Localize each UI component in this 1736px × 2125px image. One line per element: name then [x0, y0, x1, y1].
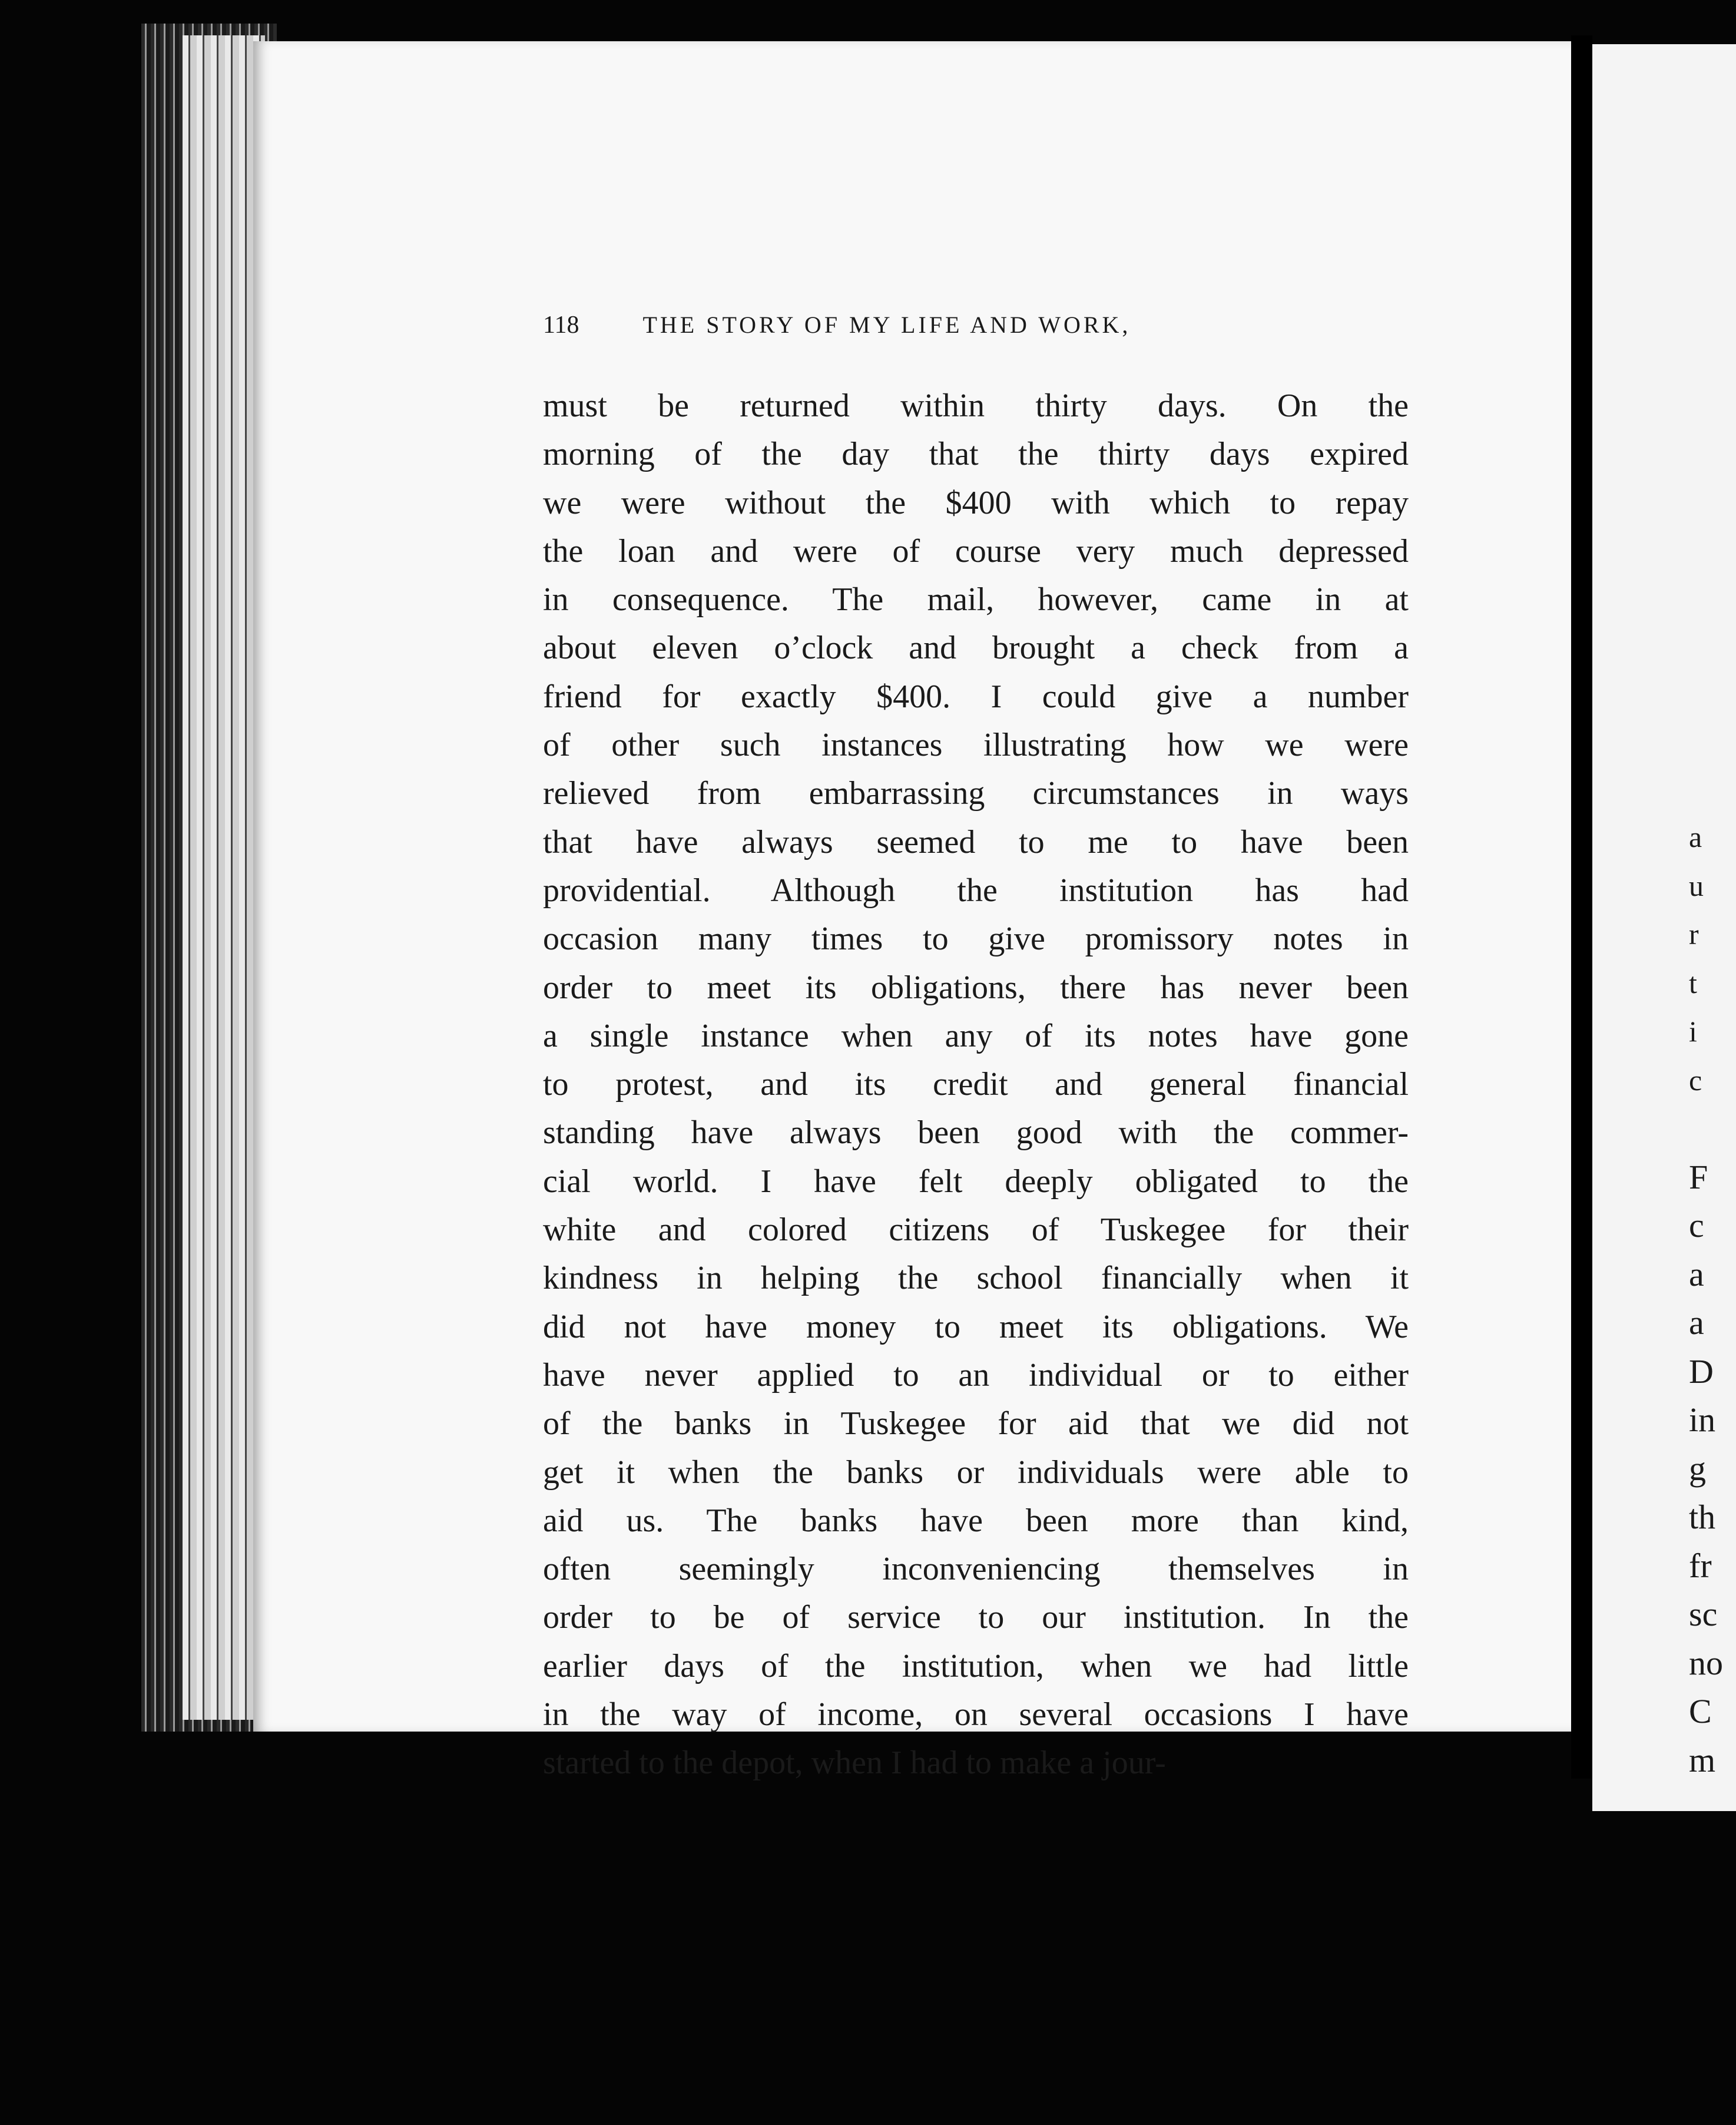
- text-line: in the way of income, on several occasions I have: [543, 1696, 1409, 1733]
- running-header: [543, 311, 1409, 339]
- right-page-fragment: th: [1689, 1498, 1716, 1536]
- right-page-fragment: F: [1689, 1157, 1708, 1196]
- right-page-fragment: a: [1689, 1303, 1704, 1342]
- right-page-fragment: sc: [1689, 1595, 1718, 1633]
- right-page-fragment: a: [1689, 1255, 1704, 1293]
- right-page-fragment: r: [1689, 918, 1699, 951]
- text-line: earlier days of the institution, when we had little: [543, 1647, 1409, 1684]
- right-page-fragment: c: [1689, 1063, 1702, 1097]
- right-page-text-fragments: [1689, 813, 1736, 1785]
- right-page-fragment: u: [1689, 869, 1704, 902]
- text-line: must be returned within thirty days. On the: [543, 388, 1409, 424]
- body-text: [543, 382, 1409, 1788]
- text-line: get it when the banks or individuals were able to: [543, 1454, 1409, 1491]
- right-page-fragment: t: [1689, 966, 1697, 999]
- text-line: of the banks in Tuskegee for aid that we did not: [543, 1405, 1409, 1442]
- right-page-fragment: D: [1689, 1352, 1714, 1391]
- text-line: morning of the day that the thirty days expired: [543, 436, 1409, 473]
- text-line: did not have money to meet its obligations. We: [543, 1308, 1409, 1345]
- text-line: relieved from embarrassing circumstances in ways: [543, 775, 1409, 812]
- book-gutter: [1571, 35, 1592, 1779]
- text-line: order to be of service to our institution. In the: [543, 1599, 1409, 1636]
- right-page-fragment: a: [1689, 820, 1702, 853]
- right-page-fragment: in: [1689, 1401, 1716, 1439]
- text-line: white and colored citizens of Tuskegee for their: [543, 1212, 1409, 1249]
- right-page-fragment: C: [1689, 1692, 1712, 1730]
- right-page-fragment: fr: [1689, 1546, 1712, 1585]
- text-line: to protest, and its credit and general financial: [543, 1066, 1409, 1103]
- text-line: providential. Although the institution has had: [543, 872, 1409, 909]
- text-line: order to meet its obligations, there has never been: [543, 969, 1409, 1006]
- text-line: kindness in helping the school financially when it: [543, 1260, 1409, 1297]
- right-page-fragment: [1689, 1104, 1736, 1153]
- text-line: friend for exactly $400. I could give a number: [543, 678, 1409, 715]
- right-page-fragment: no: [1689, 1643, 1723, 1682]
- running-title: THE STORY OF MY LIFE AND WORK,: [642, 312, 1131, 338]
- text-line: of other such instances illustrating how we were: [543, 727, 1409, 764]
- text-line: occasion many times to give promissory notes in: [543, 921, 1409, 958]
- text-line: have never applied to an individual or to either: [543, 1356, 1409, 1394]
- text-line: started to the depot, when I had to make a jour-: [543, 1745, 1166, 1782]
- right-page-fragment: c: [1689, 1206, 1704, 1244]
- right-page-fragment: m: [1689, 1740, 1716, 1779]
- right-page-fragment: g: [1689, 1449, 1706, 1488]
- text-line: we were without the $400 with which to repay: [543, 484, 1409, 521]
- right-page-fragment: i: [1689, 1015, 1697, 1048]
- text-line: standing have always been good with the commer-: [543, 1114, 1409, 1151]
- text-line: about eleven o’clock and brought a check from a: [543, 630, 1409, 667]
- text-line: often seemingly inconveniencing themselves in: [543, 1551, 1409, 1588]
- text-line: aid us. The banks have been more than kind,: [543, 1502, 1409, 1539]
- text-line: cial world. I have felt deeply obligated to the: [543, 1163, 1409, 1200]
- text-line: the loan and were of course very much depressed: [543, 532, 1409, 570]
- text-line: a single instance when any of its notes have gone: [543, 1017, 1409, 1054]
- text-line: in consequence. The mail, however, came in at: [543, 581, 1409, 618]
- text-line: that have always seemed to me to have been: [543, 823, 1409, 860]
- page-number: 118: [543, 312, 579, 339]
